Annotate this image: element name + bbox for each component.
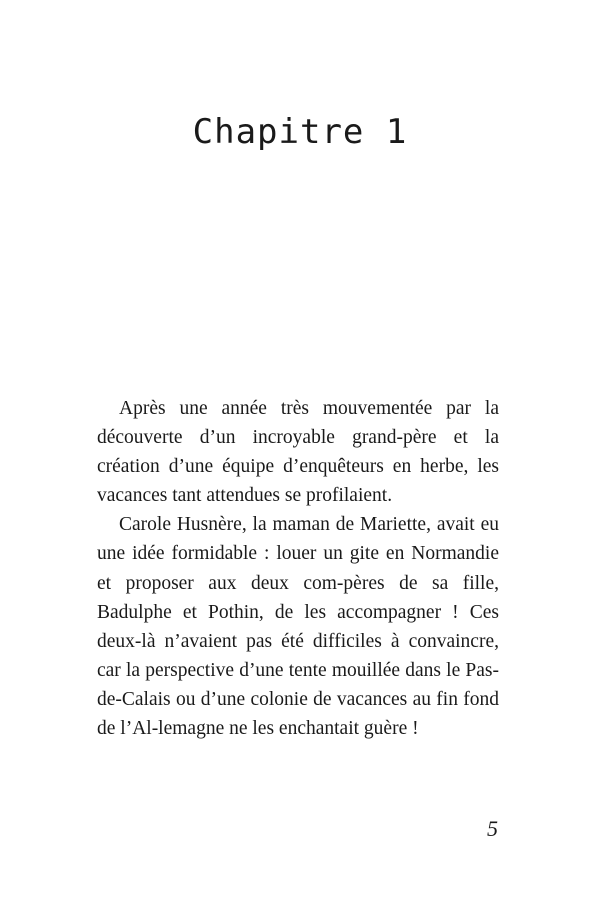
paragraph-2: Carole Husnère, la maman de Mariette, avait eu une idée formidable : louer un gite en Normandie et proposer aux deux com-pères de sa fille, Badulphe et Pothin, de les accompagner ! Ces deux-là n’avaient pas été difficiles à convaincre, car la perspective d’une tente mouillée dans le Pas-de-Calais ou d’une colonie de vacances au fin fond de l’Al-lemagne ne les enchantait guère ! — [97, 514, 499, 740]
page-number: 5 — [487, 816, 498, 841]
paragraph-1: Après une année très mouvementée par la découverte d’un incroyable grand-père et la création d’une équipe d’enquêteurs en herbe, les vacances tant attendues se profilaient. — [97, 398, 499, 507]
chapter-title: Chapitre 1 — [192, 112, 408, 152]
chapter-body — [97, 394, 499, 743]
